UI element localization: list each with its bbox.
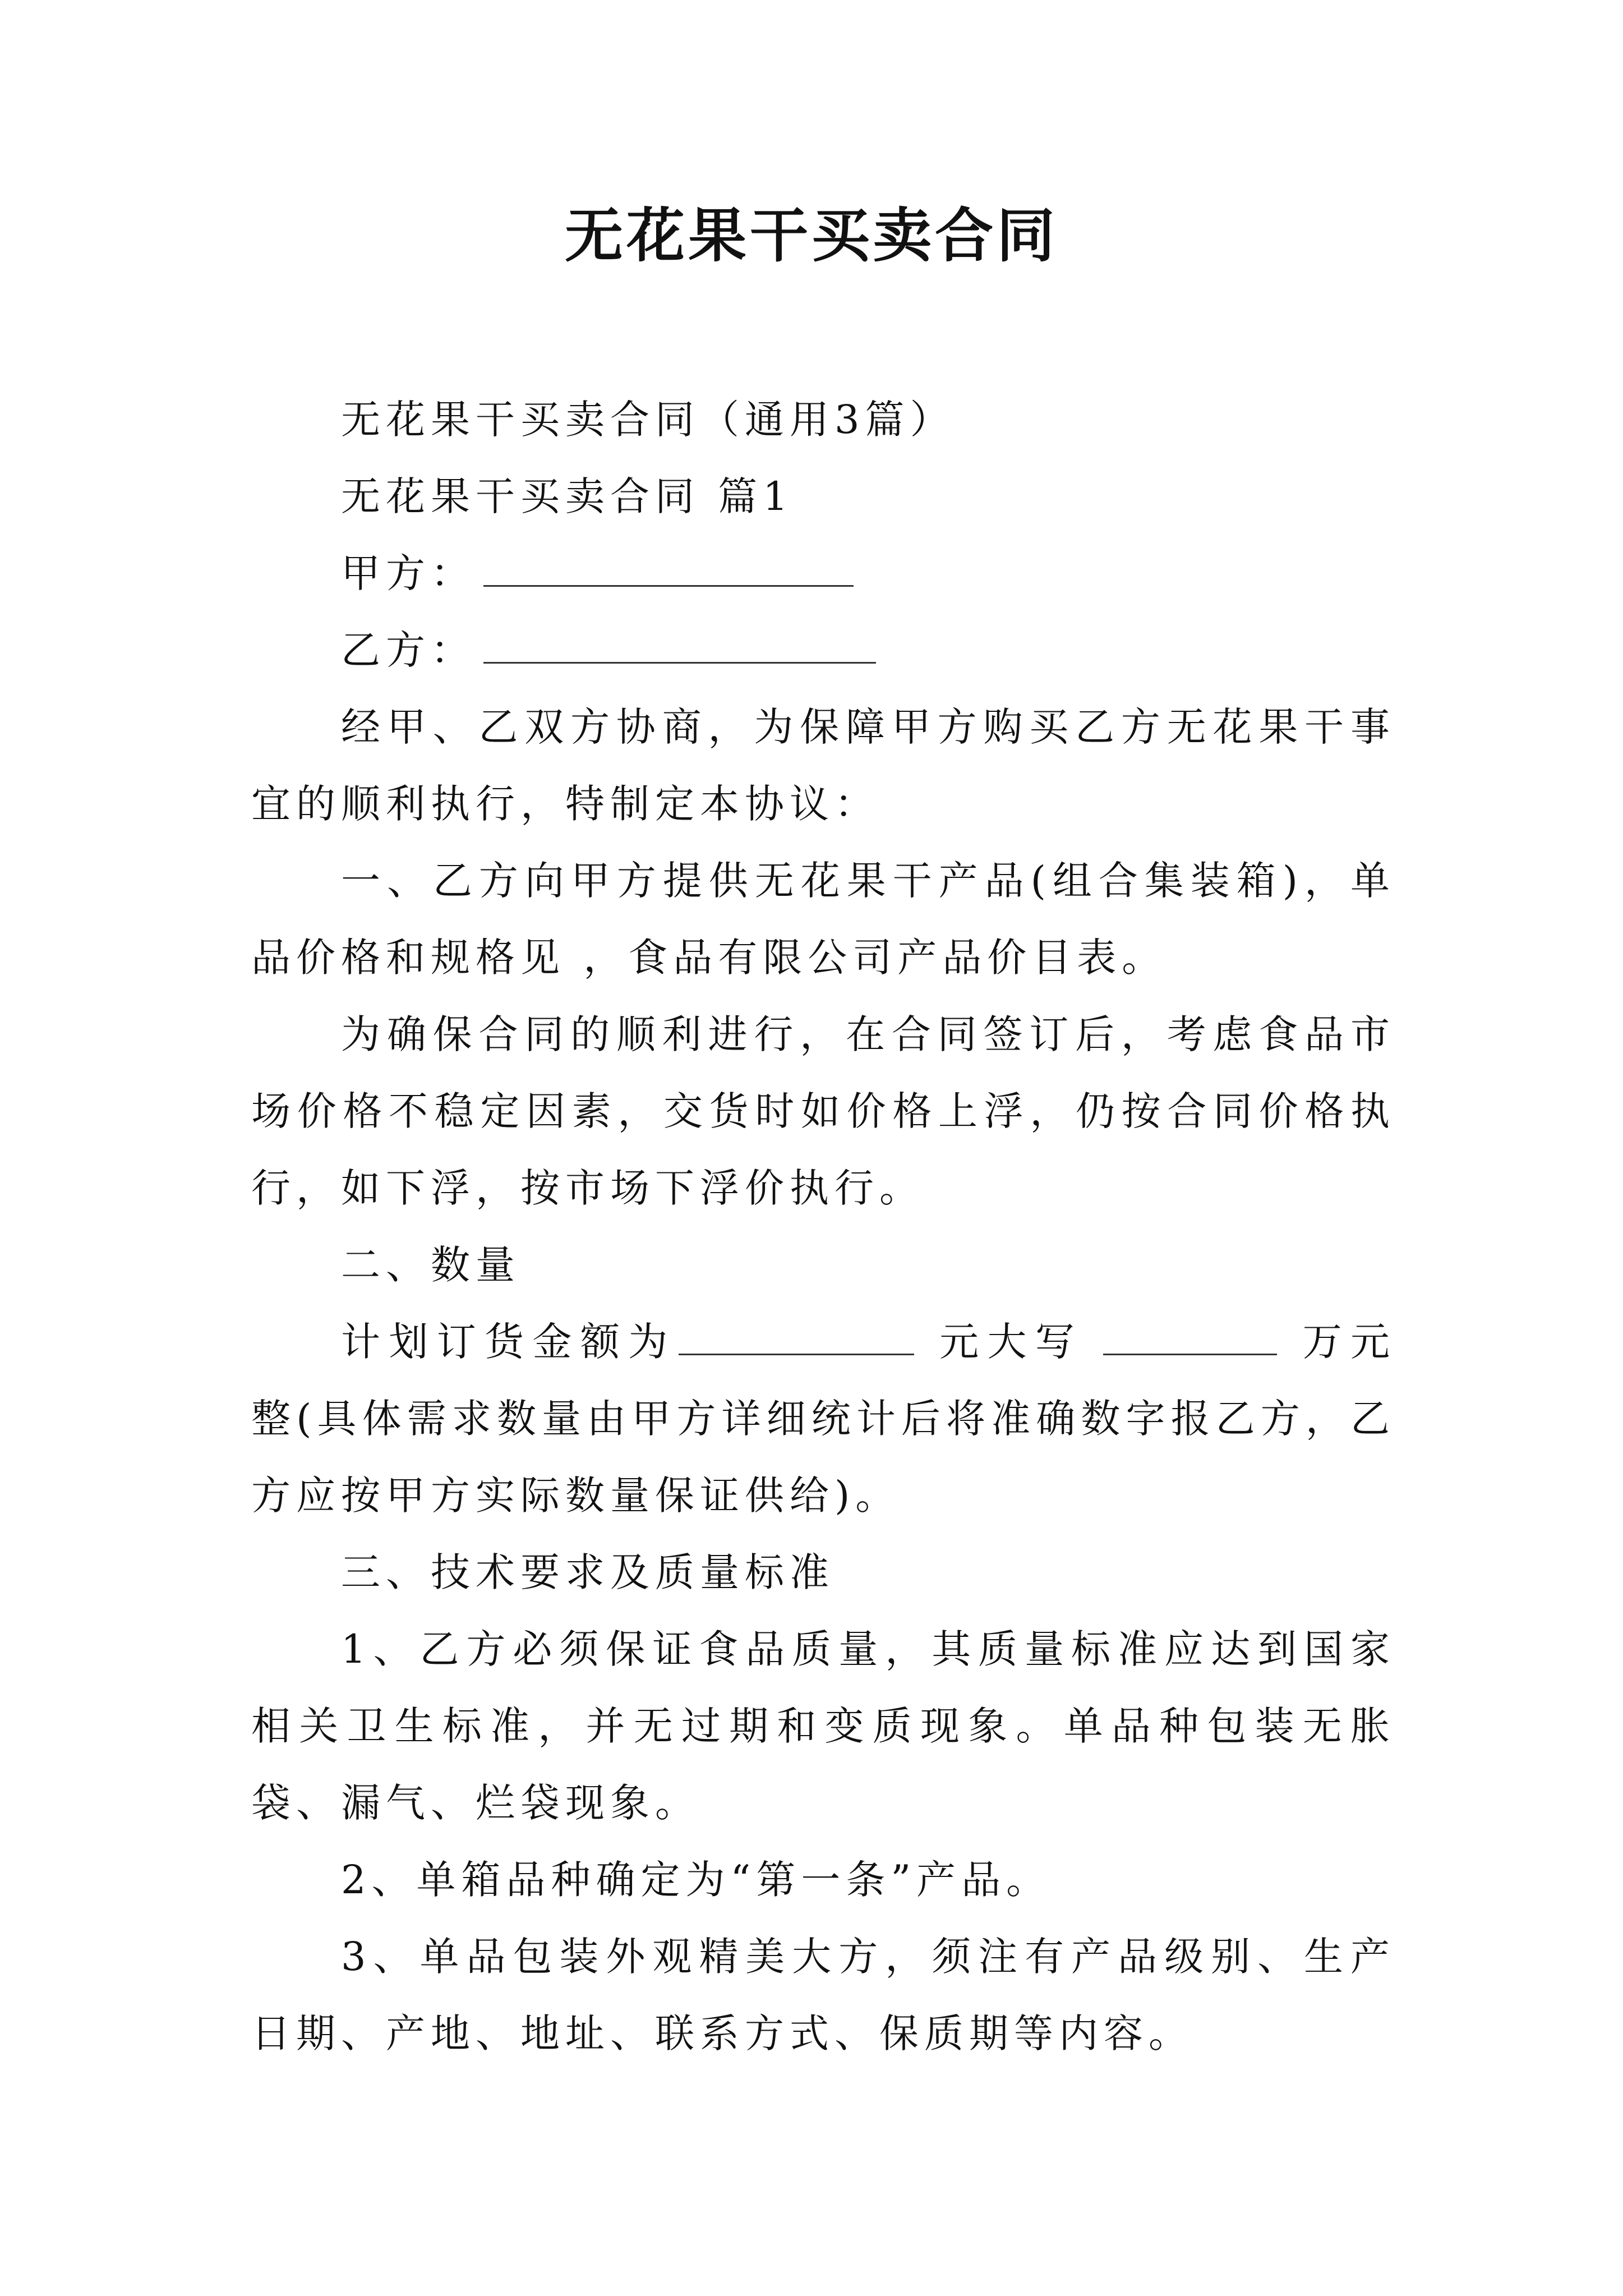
paragraph-order-amount [251, 1304, 1395, 1534]
paragraph-clause-1: 一、乙方向甲方提供无花果干产品(组合集装箱)，单品价格和规格见 ，食品有限公司产品价目表。 [251, 858, 1395, 981]
order-amount-mid: 元大写 [936, 1319, 1083, 1365]
paragraph-quality-3: 3、单品包装外观精美大方，须注有产品级别、生产日期、产地、地址、联系方式、保质期等内容。 [251, 1934, 1395, 2056]
order-amount-prefix: 计划订货金额为 [341, 1319, 676, 1365]
party-a-label: 甲方： [341, 550, 476, 596]
order-amount-caps-blank [1103, 1314, 1277, 1355]
heading-quality-standards: 三、技术要求及质量标准 [341, 1549, 834, 1595]
party-b-blank [483, 623, 876, 664]
paragraph-quality-2: 2、单箱品种确定为“第一条”产品。 [341, 1857, 1052, 1903]
party-a-line [251, 535, 1395, 612]
paragraph-quality-1: 1、乙方必须保证食品质量，其质量标准应达到国家相关卫生标准，并无过期和变质现象。单品种包装无胀袋、漏气、烂袋现象。 [251, 1626, 1395, 1826]
party-a-blank [483, 546, 854, 587]
order-amount-blank [679, 1314, 914, 1355]
paragraph-section-1: 无花果干买卖合同 篇1 [341, 473, 794, 519]
paragraph-preamble: 经甲、乙双方协商，为保障甲方购买乙方无花果干事宜的顺利执行，特制定本协议： [251, 704, 1395, 827]
document-body [251, 381, 1395, 2072]
party-b-line [251, 612, 1395, 689]
order-amount-suffix: 万元整(具体需求数量由甲方详细统计后将准确数字报乙方，乙方应按甲方实际数量保证供给)。 [251, 1319, 1396, 1519]
document-title: 无花果干买卖合同 [564, 201, 1058, 270]
paragraph-heading-general: 无花果干买卖合同（通用3篇） [341, 397, 955, 443]
paragraph-price-terms: 为确保合同的顺利进行，在合同签订后，考虑食品市场价格不稳定因素，交货时如价格上浮，仍按合同价格执行，如下浮，按市场下浮价执行。 [251, 1011, 1395, 1211]
heading-quantity: 二、数量 [341, 1242, 520, 1288]
party-b-label: 乙方： [341, 627, 476, 673]
